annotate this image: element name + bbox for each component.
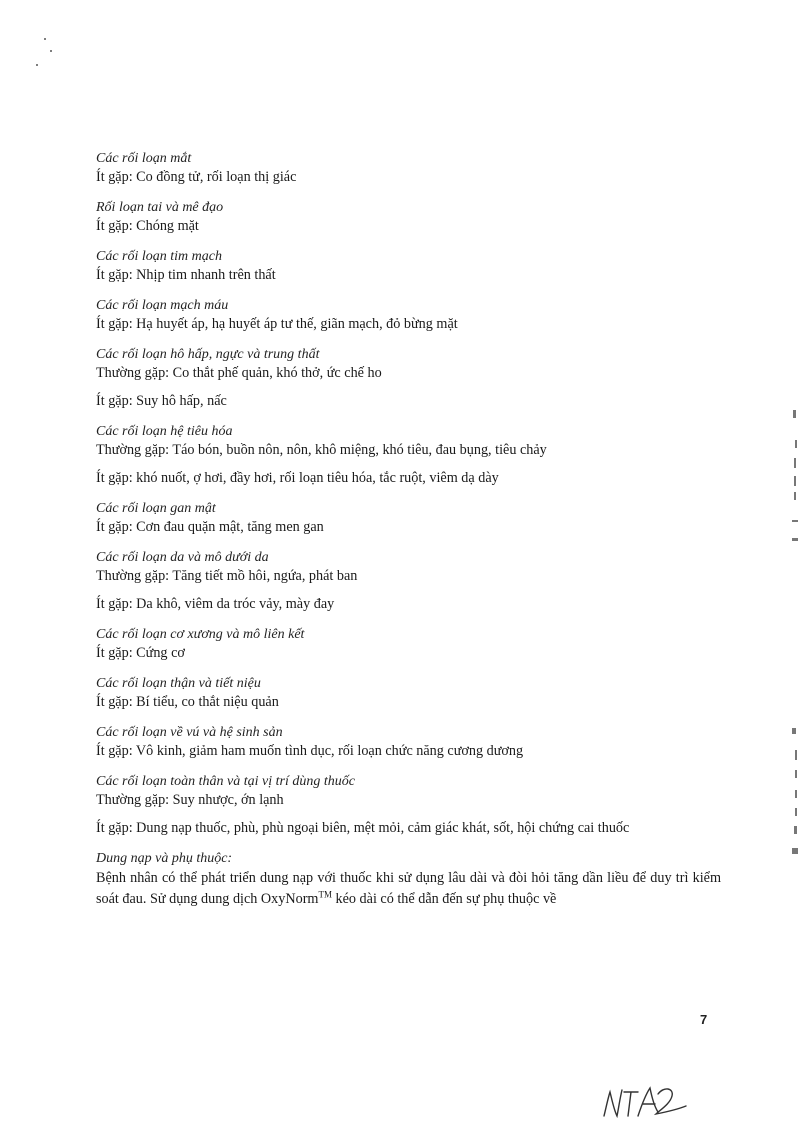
section-heading: Các rối loạn hô hấp, ngực và trung thất xyxy=(96,347,320,362)
scan-edge-mark xyxy=(792,848,798,854)
scan-speck xyxy=(44,38,46,40)
section-heading: Các rối loạn thận và tiết niệu xyxy=(96,676,261,691)
section-line: Ít gặp: Co đồng tử, rối loạn thị giác xyxy=(96,169,297,185)
section-line: Ít gặp: Chóng mặt xyxy=(96,218,199,234)
paragraph-text: kéo dài có thể dẫn đến sự phụ thuộc về xyxy=(331,891,557,907)
handwritten-initials-icon xyxy=(600,1082,690,1122)
section-line: Ít gặp: Dung nạp thuốc, phù, phù ngoại biên, mệt mỏi, cảm giác khát, sốt, hội chứng cai thuốc xyxy=(96,820,630,836)
dependence-paragraph xyxy=(96,868,721,910)
section-line: Ít gặp: Cơn đau quặn mật, tăng men gan xyxy=(96,519,324,535)
section-heading: Các rối loạn da và mô dưới da xyxy=(96,550,269,565)
scan-edge-mark xyxy=(795,790,797,798)
scan-edge-mark xyxy=(794,826,797,834)
paragraph-text: Bệnh nhân có thể phát triển dung nạp với thuốc khi sử dụng lâu dài và đòi hỏi tăng dần liều để duy trì kiểm soát đau. Sử dụng dung dịch OxyNorm xyxy=(96,870,721,907)
section-heading: Các rối loạn tim mạch xyxy=(96,249,222,264)
section-heading: Các rối loạn về vú và hệ sinh sản xyxy=(96,725,283,740)
section-skin-disorders xyxy=(96,549,721,614)
section-hepatobiliary-disorders xyxy=(96,500,721,537)
section-heading: Rối loạn tai và mê đạo xyxy=(96,200,224,215)
scan-speck xyxy=(50,50,52,52)
page-number: 7 xyxy=(700,1012,708,1027)
section-heading: Các rối loạn gan mật xyxy=(96,501,216,516)
section-line: Thường gặp: Co thắt phế quản, khó thở, ức chế ho xyxy=(96,365,382,381)
scan-speck xyxy=(36,64,38,66)
section-musculoskeletal-disorders xyxy=(96,626,721,663)
scan-edge-mark xyxy=(792,538,798,541)
section-gastrointestinal-disorders xyxy=(96,423,721,488)
scan-edge-mark xyxy=(794,492,796,500)
scan-edge-mark xyxy=(792,728,796,734)
section-heading: Các rối loạn toàn thân và tại vị trí dùng thuốc xyxy=(96,774,355,789)
section-cardiac-disorders xyxy=(96,248,721,285)
section-line: Ít gặp: Bí tiểu, co thắt niệu quản xyxy=(96,694,279,710)
section-heading: Các rối loạn hệ tiêu hóa xyxy=(96,424,233,439)
section-line: Thường gặp: Suy nhược, ớn lạnh xyxy=(96,792,284,808)
scan-edge-mark xyxy=(795,808,797,816)
scan-edge-mark xyxy=(795,750,797,760)
trademark-mark: TM xyxy=(318,889,332,900)
section-renal-disorders xyxy=(96,675,721,712)
section-line: Thường gặp: Tăng tiết mồ hôi, ngứa, phát ban xyxy=(96,568,358,584)
scan-edge-mark xyxy=(795,440,797,448)
scan-edge-mark xyxy=(795,770,797,778)
section-line: Ít gặp: Hạ huyết áp, hạ huyết áp tư thế, giãn mạch, đỏ bừng mặt xyxy=(96,316,458,332)
section-line: Ít gặp: Da khô, viêm da tróc vảy, mày đay xyxy=(96,596,335,612)
section-heading: Các rối loạn mắt xyxy=(96,151,192,166)
section-reproductive-disorders xyxy=(96,724,721,761)
section-ear-disorders xyxy=(96,199,721,236)
scan-edge-mark xyxy=(793,410,796,418)
section-line: Ít gặp: Vô kinh, giảm ham muốn tình dục, rối loạn chức năng cương dương xyxy=(96,743,524,759)
section-heading: Dung nạp và phụ thuộc: xyxy=(96,851,233,866)
section-line: Ít gặp: Suy hô hấp, nấc xyxy=(96,393,227,409)
section-general-disorders xyxy=(96,773,721,838)
document-body xyxy=(96,150,721,922)
section-line: Ít gặp: khó nuốt, ợ hơi, đầy hơi, rối loạn tiêu hóa, tắc ruột, viêm dạ dày xyxy=(96,470,499,486)
section-tolerance-dependence xyxy=(96,850,721,910)
section-heading: Các rối loạn cơ xương và mô liên kết xyxy=(96,627,305,642)
section-line: Ít gặp: Nhịp tim nhanh trên thất xyxy=(96,267,276,283)
section-eye-disorders xyxy=(96,150,721,187)
scan-edge-mark xyxy=(792,520,798,522)
scan-edge-mark xyxy=(794,458,796,468)
section-line: Thường gặp: Táo bón, buồn nôn, nôn, khô miệng, khó tiêu, đau bụng, tiêu chảy xyxy=(96,442,547,458)
section-line: Ít gặp: Cứng cơ xyxy=(96,645,185,661)
section-respiratory-disorders xyxy=(96,346,721,411)
section-vascular-disorders xyxy=(96,297,721,334)
section-heading: Các rối loạn mạch máu xyxy=(96,298,229,313)
scan-edge-mark xyxy=(794,476,796,486)
